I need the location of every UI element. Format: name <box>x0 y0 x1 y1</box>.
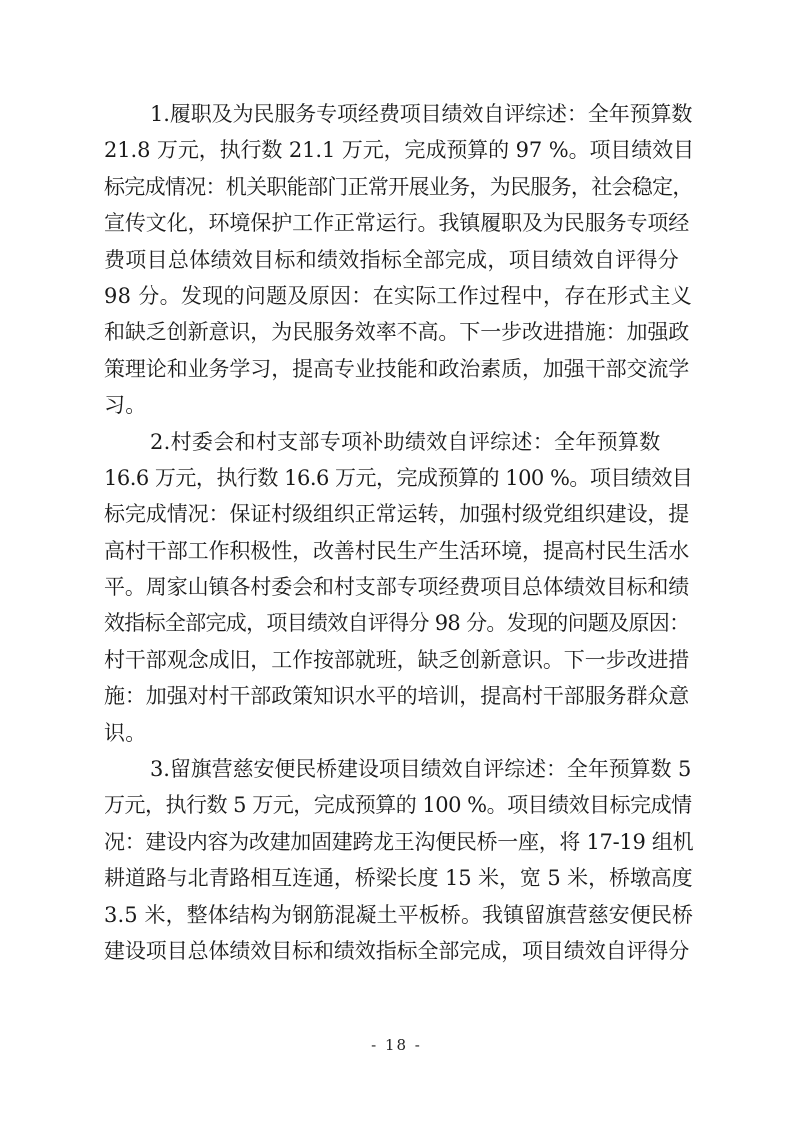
text-line: 识。 <box>104 720 147 745</box>
text-line: 标完成情况：保证村级组织正常运转，加强村级党组织建设，提 <box>104 502 690 527</box>
text-line: 策理论和业务学习，提高专业技能和政治素质，加强干部交流学 <box>104 356 690 381</box>
paragraph-1 <box>104 96 694 424</box>
text-line: 宣传文化，环境保护工作正常运行。我镇履职及为民服务专项经 <box>104 211 690 236</box>
text-line: 标完成情况：机关职能部门正常开展业务，为民服务，社会稳定， <box>104 174 693 199</box>
paragraph-3 <box>104 751 694 969</box>
text-line: 村干部观念成旧，工作按部就班，缺乏创新意识。下一步改进措 <box>104 647 690 672</box>
text-line: 3.留旗营慈安便民桥建设项目绩效自评综述：全年预算数 5 <box>150 757 692 782</box>
text-line: 2.村委会和村支部专项补助绩效自评综述：全年预算数 <box>150 429 661 454</box>
text-line: 习。 <box>104 393 147 418</box>
text-line: 98 分。发现的问题及原因：在实际工作过程中，存在形式主义 <box>104 283 693 308</box>
text-line: 费项目总体绩效目标和绩效指标全部完成，项目绩效自评得分 <box>104 247 680 272</box>
text-line: 耕道路与北青路相互连通，桥梁长度 15 米，宽 5 米，桥墩高度 <box>104 866 693 891</box>
paragraph-2 <box>104 424 694 752</box>
text-line: 高村干部工作积极性，改善村民生产生活环境，提高村民生活水 <box>104 538 690 563</box>
text-line: 况：建设内容为改建加固建跨龙王沟便民桥一座，将 17-19 组机 <box>104 829 694 854</box>
body-text <box>104 96 694 969</box>
text-line: 21.8 万元，执行数 21.1 万元，完成预算的 97 %。项目绩效目 <box>104 138 694 163</box>
text-line: 建设项目总体绩效目标和绩效指标全部完成，项目绩效自评得分 <box>104 938 690 963</box>
text-line: 1.履职及为民服务专项经费项目绩效自评综述：全年预算数 <box>150 102 693 126</box>
text-line: 和缺乏创新意识，为民服务效率不高。下一步改进措施：加强政 <box>104 320 690 345</box>
text-line: 施：加强对村干部政策知识水平的培训，提高村干部服务群众意 <box>104 684 690 709</box>
text-line: 3.5 米，整体结构为钢筋混凝土平板桥。我镇留旗营慈安便民桥 <box>104 902 694 927</box>
page-number: - 18 - <box>371 1036 422 1054</box>
text-line: 16.6 万元，执行数 16.6 万元，完成预算的 100 %。项目绩效目 <box>104 465 693 490</box>
text-line: 万元，执行数 5 万元，完成预算的 100 %。项目绩效目标完成情 <box>104 793 692 818</box>
text-line: 平。周家山镇各村委会和村支部专项经费项目总体绩效目标和绩 <box>104 575 690 600</box>
text-line: 效指标全部完成，项目绩效自评得分 98 分。发现的问题及原因： <box>104 611 690 636</box>
